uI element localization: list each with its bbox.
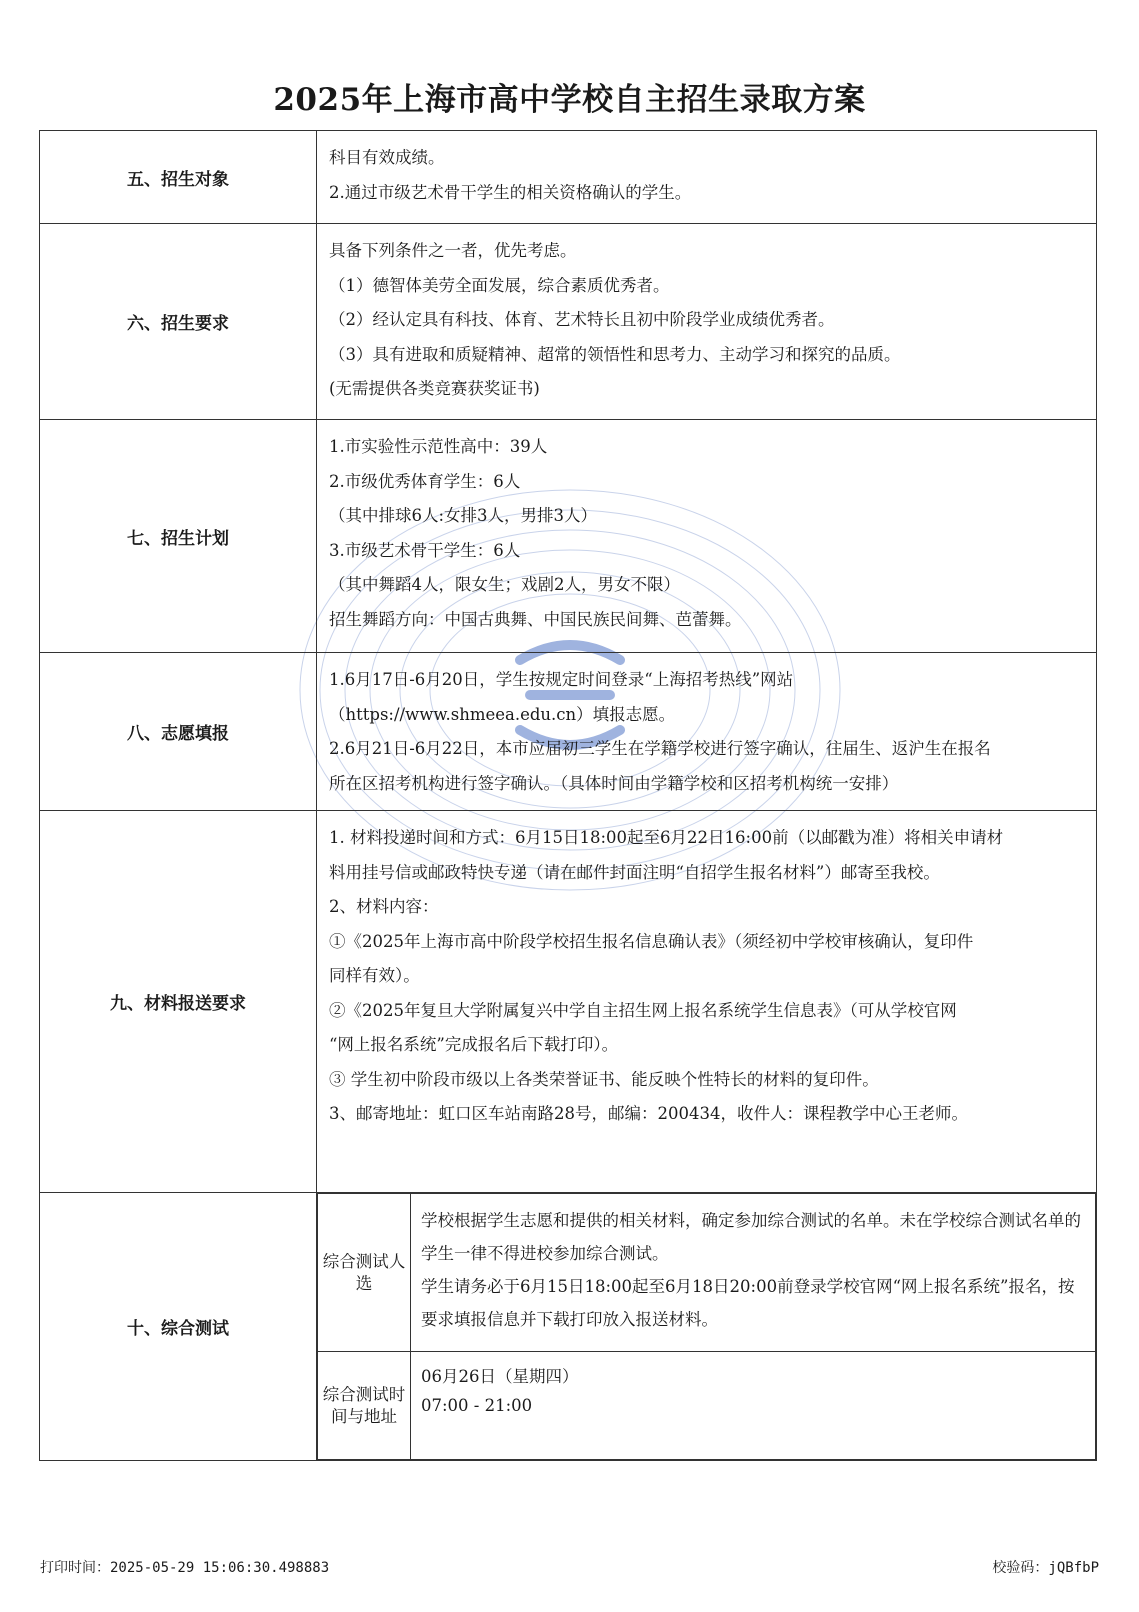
- row-content: 1.市实验性示范性高中：39人 2.市级优秀体育学生：6人 （其中排球6人:女排3人，男排3人） 3.市级艺术骨干学生：6人 （其中舞蹈4人，限女生；戏剧2人，男女不限） 招生舞蹈方向：中国古典舞、中国民族民间舞、芭蕾舞。: [317, 420, 1097, 653]
- table-row: [40, 1193, 1097, 1461]
- test-subtable: [317, 1193, 1096, 1460]
- row-content: 1.6月17日-6月20日，学生按规定时间登录“上海招考热线”网站 （https://www.shmeea.edu.cn）填报志愿。 2.6月21日-6月22日，本市应届初三学生在学籍学校进行签字确认，往届生、返沪生在报名 所在区招考机构进行签字确认。（具体时间由学籍学校和区招考机构统一安排）: [317, 653, 1097, 811]
- table-row: [318, 1194, 1096, 1352]
- page-title: 2025年上海市高中学校自主招生录取方案: [273, 82, 866, 118]
- table-row: [40, 420, 1097, 653]
- schedule-content: 06月26日（星期四） 07:00 - 21:00: [411, 1352, 1096, 1460]
- row-label: 六、招生要求: [40, 224, 317, 420]
- check-code: 校验码：jQBfbP: [992, 1560, 1099, 1576]
- row-content: [317, 1193, 1097, 1461]
- admission-table: [39, 130, 1097, 1461]
- schedule-label: 综合测试时间与地址: [318, 1352, 411, 1460]
- table-row: [40, 811, 1097, 1193]
- row-content: 1. 材料投递时间和方式：6月15日18:00起至6月22日16:00前（以邮戳为准）将相关申请材 料用挂号信或邮政特快专递（请在邮件封面注明“自招学生报名材料”）邮寄至我校。 2、材料内容： ①《2025年上海市高中阶段学校招生报名信息确认表》（须经初中学校审核确认，复印件 同样有效）。 ②《2025年复旦大学附属复兴中学自主招生网上报名系统学生信息表》（可从学校官网 “网上报名系统”完成报名后下载打印）。 ③ 学生初中阶段市级以上各类荣誉证书、能反映个性特长的材料的复印件。 3、邮寄地址：虹口区车站南路28号，邮编：200434，收件人：课程教学中心王老师。: [317, 811, 1097, 1193]
- print-time: 打印时间：2025-05-29 15:06:30.498883: [40, 1560, 330, 1576]
- selection-content: 学校根据学生志愿和提供的相关材料，确定参加综合测试的名单。未在学校综合测试名单的学生一律不得进校参加综合测试。 学生请务必于6月15日18:00起至6月18日20:00前登录学校官网“网上报名系统”报名，按要求填报信息并下载打印放入报送材料。: [411, 1194, 1096, 1352]
- row-content: 具备下列条件之一者，优先考虑。 （1）德智体美劳全面发展，综合素质优秀者。 （2）经认定具有科技、体育、艺术特长且初中阶段学业成绩优秀者。 （3）具有进取和质疑精神、超常的领悟性和思考力、主动学习和探究的品质。 (无需提供各类竞赛获奖证书): [317, 224, 1097, 420]
- table-row: [40, 653, 1097, 811]
- selection-label: 综合测试人选: [318, 1194, 411, 1352]
- row-label: 九、材料报送要求: [40, 811, 317, 1193]
- row-label: 八、志愿填报: [40, 653, 317, 811]
- row-label: 五、招生对象: [40, 131, 317, 224]
- row-label: 七、招生计划: [40, 420, 317, 653]
- table-row: [40, 224, 1097, 420]
- row-label: 十、综合测试: [40, 1193, 317, 1461]
- table-row: [318, 1352, 1096, 1460]
- table-row: [40, 131, 1097, 224]
- row-content: 科目有效成绩。 2.通过市级艺术骨干学生的相关资格确认的学生。: [317, 131, 1097, 224]
